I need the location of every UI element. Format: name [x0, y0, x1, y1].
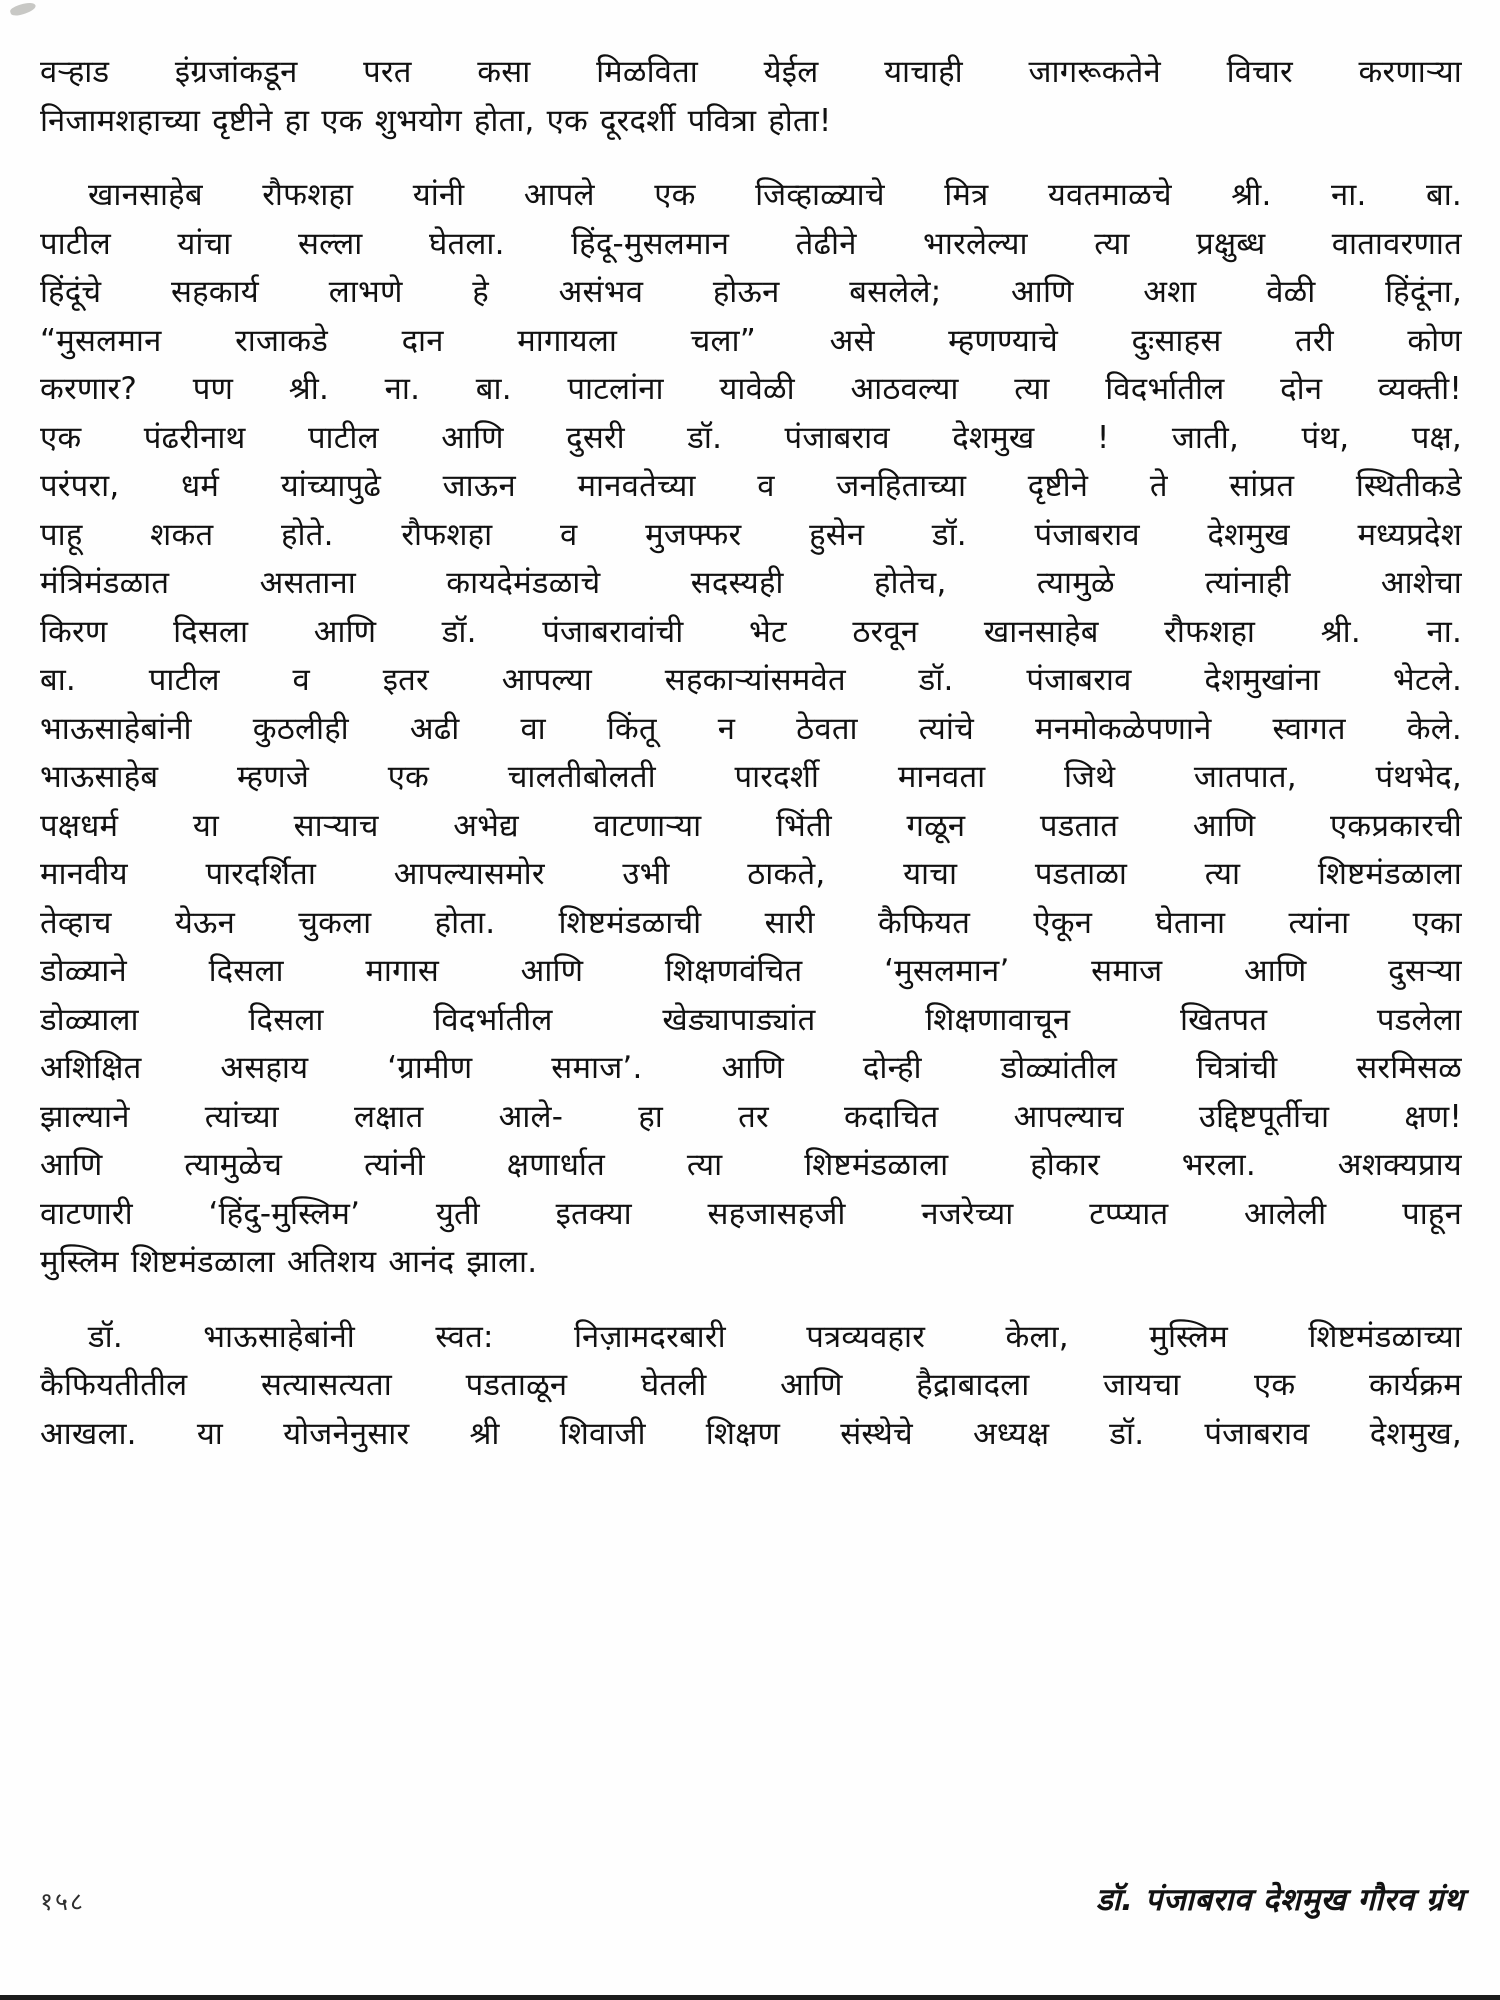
- paragraph-2: [40, 171, 1462, 1287]
- text-line: किरण दिसला आणि डॉ. पंजाबरावांची भेट ठरवून खानसाहेब रौफशहा श्री. ना.: [40, 613, 1462, 650]
- text-line: मानवीय पारदर्शिता आपल्यासमोर उभी ठाकते, याचा पडताळा त्या शिष्टमंडळाला: [40, 856, 1462, 892]
- text-line: पक्षधर्म या साऱ्याच अभेद्य वाटणाऱ्या भिंती गळून पडतात आणि एकप्रकारची: [40, 807, 1462, 844]
- text-line: मुस्लिम शिष्टमंडळाला अतिशय आनंद झाला.: [40, 1244, 538, 1280]
- text-line: हिंदूंचे सहकार्य लाभणे हे असंभव होऊन बसलेले; आणि अशा वेळी हिंदूंना,: [40, 274, 1462, 310]
- bottom-scan-edge: [0, 1995, 1500, 2000]
- text-line: पाहू शकत होते. रौफशहा व मुजफ्फर हुसेन डॉ. पंजाबराव देशमुख मध्यप्रदेश: [40, 516, 1462, 553]
- text-line: निजामशहाच्या दृष्टीने हा एक शुभयोग होता, एक दूरदर्शी पवित्रा होता!: [40, 102, 832, 139]
- scan-artifact: [9, 0, 37, 18]
- text-line: डोळ्याला दिसला विदर्भातील खेड्यापाड्यांत शिक्षणावाचून खितपत पडलेला: [40, 1001, 1462, 1038]
- text-line: मंत्रिमंडळात असताना कायदेमंडळाचे सदस्यही होतेच, त्यामुळे त्यांनाही आशेचा: [40, 565, 1462, 601]
- text-line: भाऊसाहेब म्हणजे एक चालतीबोलती पारदर्शी मानवता जिथे जातपात, पंथभेद,: [40, 759, 1462, 795]
- book-title: डॉ. पंजाबराव देशमुख गौरव ग्रंथ: [1096, 1882, 1464, 1918]
- text-line: खानसाहेब रौफशहा यांनी आपले एक जिव्हाळ्याचे मित्र यवतमाळचे श्री. ना. बा.: [88, 177, 1462, 213]
- text-line: अशिक्षित असहाय ‘ग्रामीण समाज’. आणि दोन्ही डोळ्यांतील चित्रांची सरमिसळ: [40, 1050, 1462, 1086]
- page-footer: [40, 1878, 1464, 1920]
- text-line: पाटील यांचा सल्ला घेतला. हिंदू-मुसलमान तेढीने भारलेल्या त्या प्रक्षुब्ध वातावरणात: [40, 225, 1462, 262]
- text-line: तेव्हाच येऊन चुकला होता. शिष्टमंडळाची सारी कैफियत ऐकून घेताना त्यांना एका: [40, 904, 1462, 941]
- paragraph-1: [40, 48, 1462, 145]
- text-line: वऱ्हाड इंग्रजांकडून परत कसा मिळविता येईल याचाही जागरूकतेने विचार करणाऱ्या: [40, 54, 1462, 90]
- paragraph-3: [40, 1313, 1462, 1459]
- text-line: वाटणारी ‘हिंदु-मुस्लिम’ युती इतक्या सहजासहजी नजरेच्या टप्प्यात आलेली पाहून: [40, 1195, 1462, 1232]
- page-body: [40, 48, 1462, 1458]
- text-line: परंपरा, धर्म यांच्यापुढे जाऊन मानवतेच्या व जनहिताच्या दृष्टीने ते सांप्रत स्थितीकडे: [40, 468, 1462, 504]
- text-line: डोळ्याने दिसला मागास आणि शिक्षणवंचित ‘मुसलमान’ समाज आणि दुसऱ्या: [40, 953, 1462, 989]
- text-line: आखला. या योजनेनुसार श्री शिवाजी शिक्षण संस्थेचे अध्यक्ष डॉ. पंजाबराव देशमुख,: [40, 1415, 1462, 1452]
- text-line: बा. पाटील व इतर आपल्या सहकाऱ्यांसमवेत डॉ. पंजाबराव देशमुखांना भेटले.: [40, 662, 1462, 698]
- text-line: डॉ. भाऊसाहेबांनी स्वत: निज़ामदरबारी पत्रव्यवहार केला, मुस्लिम शिष्टमंडळाच्या: [88, 1318, 1462, 1355]
- text-line: एक पंढरीनाथ पाटील आणि दुसरी डॉ. पंजाबराव देशमुख ! जाती, पंथ, पक्ष,: [40, 419, 1462, 456]
- text-line: झाल्याने त्यांच्या लक्षात आले- हा तर कदाचित आपल्याच उद्दिष्टपूर्तीचा क्षण!: [40, 1098, 1462, 1135]
- page-number: १५८: [40, 1887, 86, 1916]
- text-line: भाऊसाहेबांनी कुठलीही अढी वा किंतू न ठेवता त्यांचे मनमोकळेपणाने स्वागत केले.: [40, 710, 1462, 747]
- text-line: आणि त्यामुळेच त्यांनी क्षणार्धात त्या शिष्टमंडळाला होकार भरला. अशक्यप्राय: [40, 1147, 1462, 1183]
- text-line: “मुसलमान राजाकडे दान मागायला चला” असे म्हणण्याचे दुःसाहस तरी कोण: [40, 322, 1462, 359]
- text-line: करणार? पण श्री. ना. बा. पाटलांना यावेळी आठवल्या त्या विदर्भातील दोन व्यक्ती!: [40, 371, 1462, 407]
- text-line: कैफियतीतील सत्यासत्यता पडताळून घेतली आणि हैद्राबादला जायचा एक कार्यक्रम: [40, 1367, 1462, 1403]
